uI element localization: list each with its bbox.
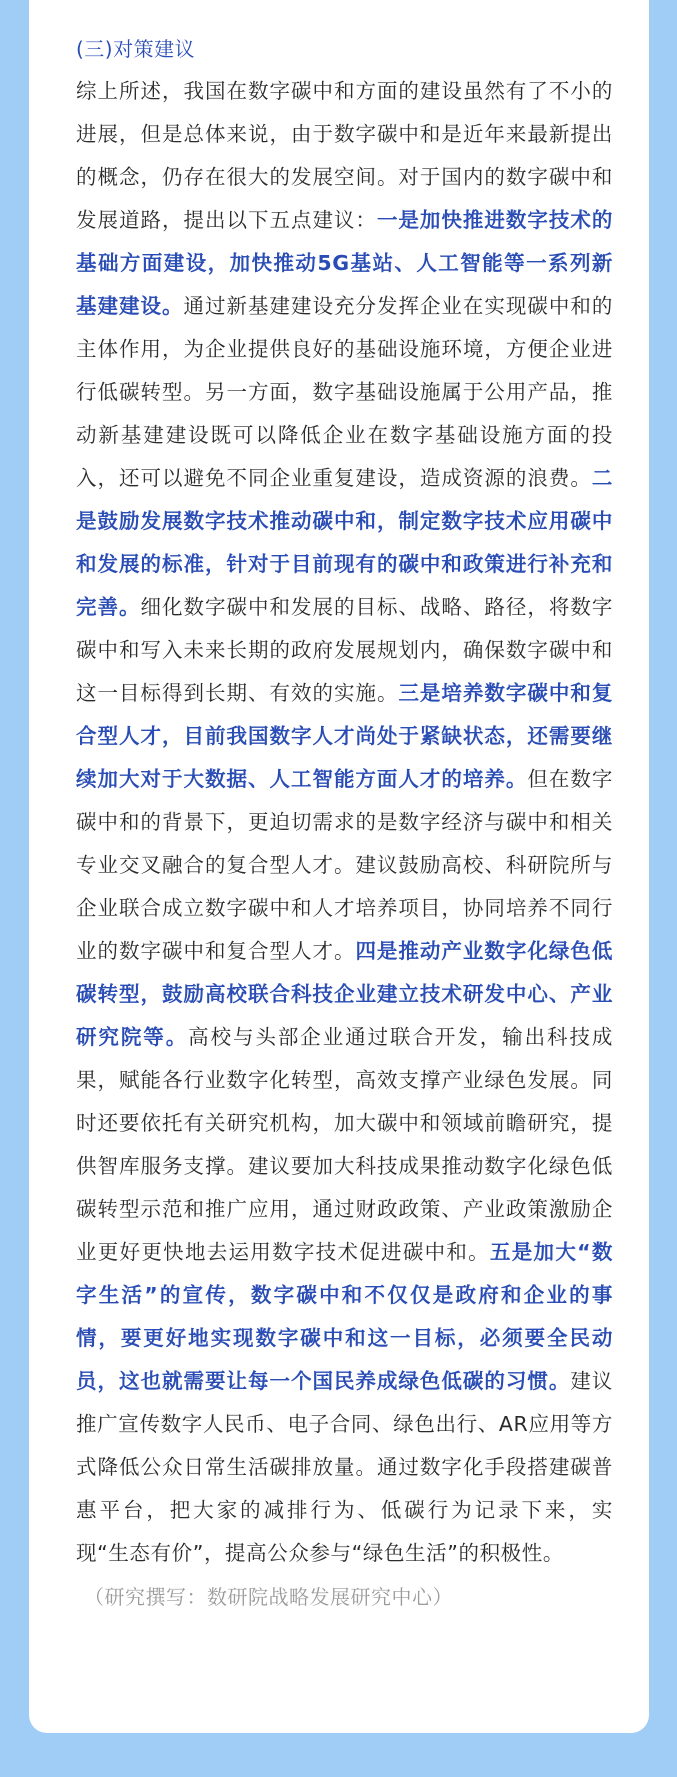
- section-heading: (三)对策建议: [76, 37, 196, 61]
- recommendation-5: 五是加大“数字生活”的宣传，数字碳中和不仅仅是政府和企业的事情，要更好地实现数字碳中和这一目标，必须要全民动员，这也就需要让每一个国民养成绿色低碳的习惯。: [76, 1240, 613, 1393]
- recommendation-2: 二是鼓励发展数字技术推动碳中和，制定数字技术应用碳中和发展的标准，针对于目前现有的碳中和政策进行补充和完善。: [76, 466, 613, 619]
- paragraph-segment: 细化数字碳中和发展的目标、战略、路径，将数字碳中和写入未来长期的政府发展规划内，确保数字碳中和这一目标得到长期、有效的实施。: [76, 595, 613, 705]
- article-paragraph: [76, 70, 613, 1575]
- paragraph-segment: 高校与头部企业通过联合开发，输出科技成果，赋能各行业数字化转型，高效支撑产业绿色发展。同时还要依托有关研究机构，加大碳中和领域前瞻研究，提供智库服务支撑。建议要加大科技成果推动数字化绿色低碳转型示范和推广应用，通过财政政策、产业政策激励企业更好更快地去运用数字技术促进碳中和。: [76, 1025, 613, 1264]
- paragraph-segment: 通过新基建建设充分发挥企业在实现碳中和的主体作用，为企业提供良好的基础设施环境，方便企业进行低碳转型。另一方面，数字基础设施属于公用产品，推动新基建建设既可以降低企业在数字基础设施方面的投入，还可以避免不同企业重复建设，造成资源的浪费。: [76, 294, 614, 490]
- recommendation-3: 三是培养数字碳中和复合型人才，目前我国数字人才尚处于紧缺状态，还需要继续加大对于大数据、人工智能方面人才的培养。: [76, 681, 613, 791]
- attribution: （研究撰写：数研院战略发展研究中心）: [84, 1585, 453, 1609]
- paragraph-segment: 建议推广宣传数字人民币、电子合同、绿色出行、AR应用等方式降低公众日常生活碳排放量。通过数字化手段搭建碳普惠平台，把大家的减排行为、低碳行为记录下来，实现“生态有价”，提高公众参与“绿色生活”的积极性。: [76, 1369, 613, 1565]
- paragraph-segment: 综上所述，我国在数字碳中和方面的建设虽然有了不小的进展，但是总体来说，由于数字碳中和是近年来最新提出的概念，仍存在很大的发展空间。对于国内的数字碳中和发展道路，提出以下五点建议：: [76, 79, 613, 232]
- recommendation-1: 一是加快推进数字技术的基础方面建设，加快推动5G基站、人工智能等一系列新基建建设。: [76, 208, 613, 318]
- paragraph-segment: 但在数字碳中和的背景下，更迫切需求的是数字经济与碳中和相关专业交叉融合的复合型人才。建议鼓励高校、科研院所与企业联合成立数字碳中和人才培养项目，协同培养不同行业的数字碳中和复合型人才。: [76, 767, 613, 963]
- article-content: [76, 30, 613, 1617]
- recommendation-4: 四是推动产业数字化绿色低碳转型，鼓励高校联合科技企业建立技术研发中心、产业研究院等。: [76, 939, 613, 1049]
